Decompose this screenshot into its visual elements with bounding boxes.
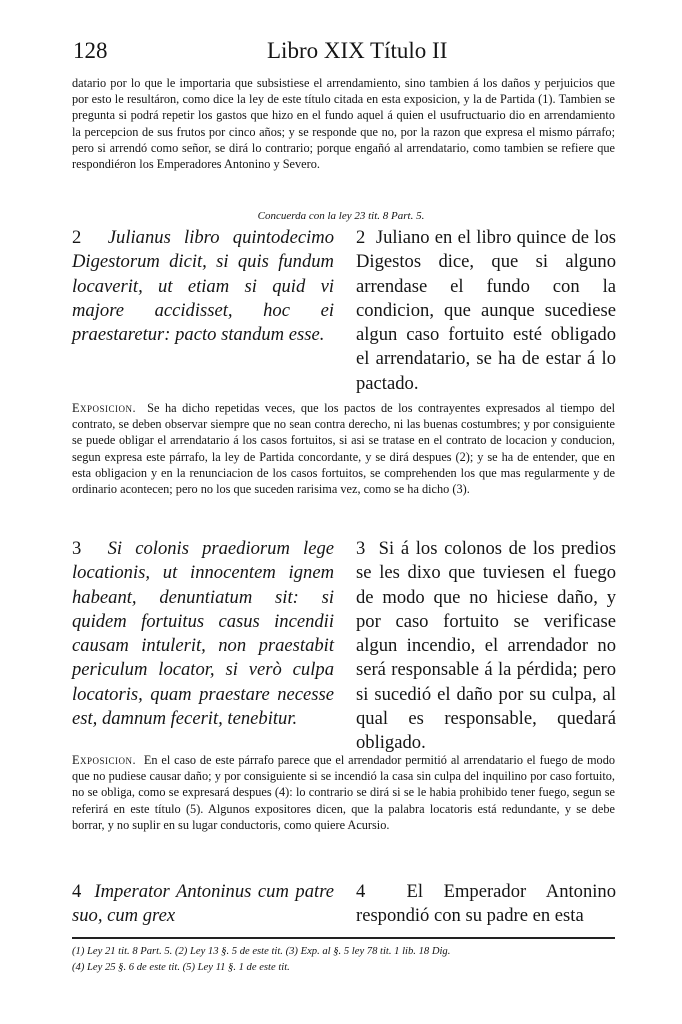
page-number: 128 <box>73 38 108 63</box>
latin-text: Si colonis praediorum lege locationis, ut innocentem ignem habeant, denuntiatum sit: si quidem fortuitus casus incendii causam intulerit, non praestabit periculum locator, si verò culpa locatoris, quam praestare necesse est, damnum fecerit, tenebitur. <box>72 538 335 730</box>
latin-section-2 <box>72 226 334 347</box>
spanish-section-number: 3 <box>356 538 366 559</box>
spanish-section-number: 4 <box>356 881 366 902</box>
page-header <box>0 38 682 68</box>
latin-section-number: 4 <box>72 881 82 902</box>
latin-text: Julianus libro quintodecimo Digestorum dicit, si quis fundum locaverit, ut etiam si quid vi majore accidisset, hoc ei praestaretur: pacto standum esse. <box>72 227 334 346</box>
spanish-section-3 <box>356 537 616 756</box>
spanish-section-number: 2 <box>356 227 366 248</box>
exposition-label: Exposicion. <box>72 401 137 415</box>
footnotes <box>72 944 615 976</box>
exposition-2 <box>72 400 615 497</box>
running-title: Libro XIX Título II <box>267 38 448 63</box>
footnote-divider <box>72 937 615 939</box>
spanish-section-2 <box>356 226 616 396</box>
spanish-text: Si á los colonos de los predios se les dixo que tuviesen el fuego de modo que no hiciese daño, y por caso fortuito se verificase algun incendio, el arrendador no será responsable á la pérdida; pero si sucedió el daño por su culpa, al qual es responsable, quedará obligado. <box>356 538 616 754</box>
intro-paragraph <box>72 75 615 172</box>
footnote-line-2: (4) Ley 25 §. 6 de este tit. (5) Ley 11 §. 1 de este tit. <box>72 962 290 973</box>
exposition-text: Se ha dicho repetidas veces, que los pactos de los contrayentes expresados al tiempo del contrato, se deben observar siempre que no sean contra derecho, ni las buenas costumbres; y por consiguiente se puede obligar el arrendatario á los casos fortuitos, si asi se tratase en el contrato de locacion y conducion, segun expresa este párrafo, la ley de Partida concordante, y se dirá despues (2); y se ha de entender, que en esta obligacion y en la renunciacion de los casos fortuitos, se comprehenden los que mas regularmente y de ordinario acontecen; pero no los que suceden rarisima vez, como se ha dicho (3). <box>72 401 615 497</box>
footnote-line-1: (1) Ley 21 tit. 8 Part. 5. (2) Ley 13 §. 5 de este tit. (3) Exp. al §. 5 ley 78 tit. 1 lib. 18 Dig. <box>72 946 451 957</box>
latin-section-number: 3 <box>72 538 82 559</box>
latin-section-number: 2 <box>72 227 82 248</box>
intro-text: datario por lo que le importaria que subsistiese el arrendamiento, sino tambien á los daños y perjuicios que por esto le resultáron, como dice la ley de este título citada en esta exposicion, y la de Partida (1). Tambien se pregunta si podrá repetir los gastos que hizo en el fundo aquel á quien el usufructuario dio en arrendamiento la percepcion de sus frutos por cinco años; y se responde que no, por la razon que expresa el mismo párrafo; pero si arrendó como señor, se dirá lo contrario; porque engañó al arrendatario, como tambien se refiere que respondiéron los Emperadores Antonino y Severo. <box>72 76 615 172</box>
latin-section-3 <box>72 537 334 731</box>
spanish-text: El Emperador Antonino respondió con su padre en esta <box>356 881 617 927</box>
concordance-note: Concuerda con la ley 23 tit. 8 Part. 5. <box>257 210 425 222</box>
latin-section-4 <box>72 880 334 929</box>
latin-text: Imperator Antoninus cum patre suo, cum grex <box>72 881 334 927</box>
exposition-text: En el caso de este párrafo parece que el arrendador permitió al arrendatario el fuego de modo que no pudiese causar daño; y por consiguiente si se incendió la casa sin culpa del inquilino por caso fortuito, no se obliga, como se expresará despues (4): lo contrario se dirá si se le habia prohibido tener fuego, segun se referirá en este título (5). Algunos expositores dicen, que la palabra locatoris está redundante, y se debe borrar, y no suplir en su lugar conductoris, como quiere Acursio. <box>72 753 615 832</box>
exposition-label: Exposicion. <box>72 753 137 767</box>
spanish-section-4 <box>356 880 616 929</box>
exposition-3 <box>72 752 615 833</box>
spanish-text: Juliano en el libro quince de los Digestos dice, que si alguno arrendase el fundo con la condicion, que aunque sucediese algun caso fortuito esté obligado el arrendatario, se ha de estar á lo pactado. <box>356 227 617 394</box>
